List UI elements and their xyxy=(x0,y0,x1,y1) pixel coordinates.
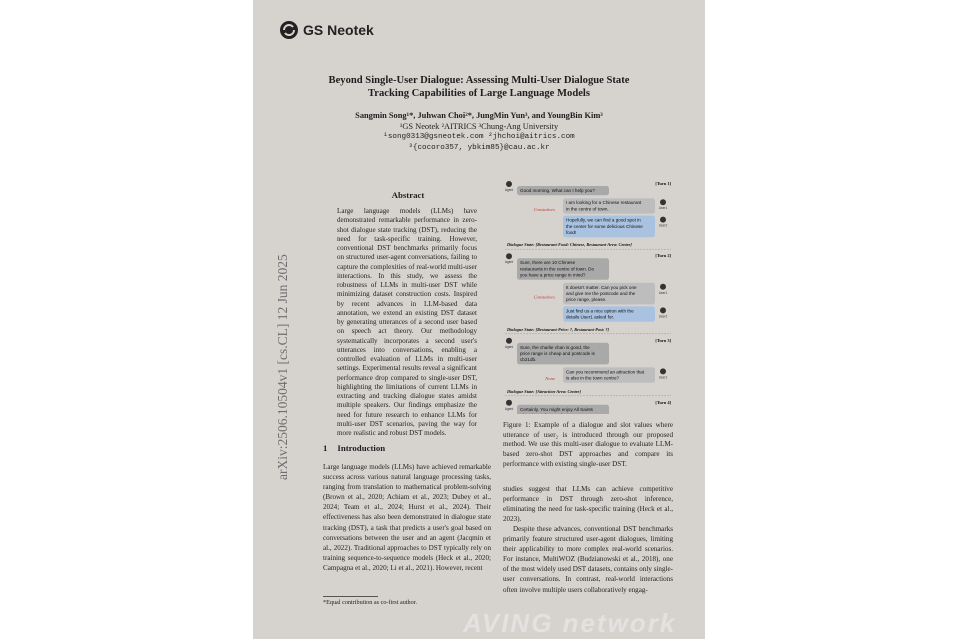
turn-3-agent-avatar-label: Agent xyxy=(504,344,514,349)
abstract-heading: Abstract xyxy=(391,190,425,200)
turn-1-user1-utterance-text: in the centre of town. xyxy=(566,206,609,212)
footnote: *Equal contribution as co-first author. xyxy=(323,599,417,606)
turn-1-user2-utterance-text: food! xyxy=(566,230,577,235)
turn-2-agent-utterance-text: restaurants in the centre of town. Do xyxy=(520,266,595,272)
paper-title xyxy=(293,74,665,100)
turn-1-user2-utterance-text: the center for some delicious Chinese xyxy=(566,223,643,229)
introduction-text: Large language models (LLMs) have achieved remarkable success across various natural language processing tasks, ranging from translation to mathematical problem-solving (Brown et al., 2020; Achiam et al., 2023; Dubey et al., 2024; Team et al., 2024; Hurst et al., 2024). Their effectiveness has also been demonstrated in dialogue state tracking (DST), a task that predicts a user's goal based on conversations between the user and an agent (Jacqmin et al., 2022). Traditional approaches to DST typically rely on training sequence-to-sequence models (Heck et al., 2020; Campagna et al., 2020; Li et al., 2021). However, recent xyxy=(323,463,491,572)
turn-4-agent-utterance-text: Certainly. You might enjoy All Saints xyxy=(520,406,593,412)
turn-2-user1-utterance-text: and give me the postcode and the xyxy=(566,291,636,296)
turn-3-user1-avatar-label: User1 xyxy=(658,375,668,380)
turn-2-user2-utterance-text: Just find us a nice option with the xyxy=(566,308,634,314)
turn-1-label: [Turn 1] xyxy=(655,181,671,186)
turn-1-agent-avatar-icon xyxy=(506,181,512,187)
turn-2-user1-avatar-label: User1 xyxy=(658,290,668,295)
turn-1-user2-avatar-label: User2 xyxy=(658,223,668,228)
email-line-1: ¹song0313@gsneotek.com ²jhchoi@aitrics.com xyxy=(383,133,575,141)
turn-2-label: [Turn 2] xyxy=(655,253,671,259)
section-title: Introduction xyxy=(337,443,386,453)
turn-3-user1-utterance-text: is also in the town centre? xyxy=(566,375,620,381)
logo-text: GS Neotek xyxy=(303,22,374,38)
turn-3-dialogue-state: Dialogue State: [Attraction-Area: Centre] xyxy=(507,388,581,394)
watermark: AVING network xyxy=(463,608,677,638)
abstract-text: Large language models (LLMs) have demonstrated remarkable performance in zero-shot dialogue state tracking (DST), reducing the need for task-specific training. However, conventional DST benchmarks primarily focus on structured user-agent conversations, failing to capture the complexities of real-world multi-user interactions. In this study, we assess the robustness of LLMs in multi-user DST while minimizing dataset construction costs. Inspired by recent advances in LLM-based data annotation, we extend an existing DST dataset by generating utterances of a second user based on speech act theory. Our methodology systematically incorporates a second user's utterances into conversations, enabling a controlled evaluation of LLMs in multi-user settings. Experimental results reveal a significant performance drop compared to single-user DST, highlighting the limitations of current LLMs in extracting and tracking dialogue states amidst multiple speakers. Our findings emphasize the need for future research to enhance LLMs for multi-user DST scenarios, paving the way for more realistic and robust DST models. xyxy=(337,207,477,437)
turn-2-agent-utterance-text: you have a price range in mind? xyxy=(520,272,586,278)
turn-1-user1-avatar-label: User1 xyxy=(658,206,668,211)
turn-1-user2-utterance-text: Hopefully, we can find a good spot in xyxy=(566,217,641,223)
turn-1-user2-avatar-icon xyxy=(660,217,666,223)
turn-2-user2-utterance-text: details User1 asked for. xyxy=(566,314,615,320)
turn-3-agent-avatar-icon xyxy=(506,338,512,344)
turn-2-user1-avatar-icon xyxy=(660,284,666,290)
turn-1-speech-act: Constatives xyxy=(533,206,555,212)
turn-2-dialogue-state: Dialogue State: [Restaurant-Price: ?, Restaurant-Post: ?] xyxy=(507,326,609,332)
turn-3-user1-utterance-text: Can you recommend an attraction that xyxy=(566,369,645,375)
turn-3-label: [Turn 3] xyxy=(655,337,671,343)
affiliations: ¹GS Neotek ²AITRICS ³Chung-Ang University xyxy=(399,122,559,131)
turn-2-user1-utterance-text: It doesn't matter. Can you pick one xyxy=(566,284,637,290)
turn-3-agent-utterance-text: price range is cheap and postcode is xyxy=(520,351,595,356)
section-number: 1 xyxy=(323,443,328,453)
email-line-2: ³{cocoro357, ybkim85}@cau.ac.kr xyxy=(408,144,550,152)
turn-2-user2-avatar-icon xyxy=(660,307,666,313)
turn-4-agent-avatar-label: Agent xyxy=(504,406,514,411)
gs-neotek-logo-icon xyxy=(279,20,299,40)
turn-1-user1-avatar-icon xyxy=(660,199,666,205)
turn-1-agent-utterance-text: Good morning. What can I help you? xyxy=(520,188,595,193)
turn-2-agent-avatar-icon xyxy=(506,253,512,259)
author-block xyxy=(293,110,665,154)
title-line-2: Tracking Capabilities of Large Language Models xyxy=(368,88,590,99)
turn-1-agent-avatar-label: Agent xyxy=(504,188,514,192)
figure-1-dialogue xyxy=(503,178,673,414)
turn-2-agent-avatar-label: Agent xyxy=(504,260,514,265)
turn-2-user1-utterance-text: price range, please. xyxy=(566,297,607,303)
turn-1-user1-utterance-text: I am looking for a Chinese restaurant xyxy=(566,200,642,206)
turn-4-agent-avatar-icon xyxy=(506,400,512,406)
arxiv-identifier: arXiv:2506.10504v1 [cs.CL] 12 Jun 2025 xyxy=(275,254,290,480)
section-heading-introduction xyxy=(323,443,395,453)
turn-4-agent-utterance-text xyxy=(520,413,573,414)
author-names: Sangmin Song¹*, Juhwan Choi²*, JungMin Yun³, and YoungBin Kim³ xyxy=(355,111,603,120)
turn-3-speech-act: None xyxy=(545,376,555,382)
turn-2-agent-utterance-text: Sure, there are 10 Chinese xyxy=(520,260,576,266)
turn-2-speech-act: Constatives xyxy=(533,294,555,300)
logo xyxy=(279,20,374,40)
turn-2-user2-avatar-label: User2 xyxy=(658,314,668,319)
footnote-divider xyxy=(323,596,378,597)
paper-page xyxy=(253,0,705,639)
turn-4-label: [Turn 4] xyxy=(655,399,671,405)
turn-3-agent-utterance-text: cb21db. xyxy=(520,357,537,363)
turn-1-dialogue-state: Dialogue State: [Restaurant-Food: Chinese, Restaurant-Area: Centre] xyxy=(507,242,632,248)
turn-3-user1-avatar-icon xyxy=(660,368,666,374)
right-column-text-2: Despite these advances, conventional DST benchmarks primarily feature structured user-agent dialogues, limiting their applicability to more complex real-world scenarios. For instance, MultiWOZ (Budzianowski et al., 2018), one of the most widely used DST datasets, contains only single-user conversations. In contrast, real-world interactions often involve multiple users collaboratively engag- xyxy=(503,525,673,594)
title-line-1: Beyond Single-User Dialogue: Assessing Multi-User Dialogue State xyxy=(328,75,630,86)
right-column-text-1: studies suggest that LLMs can achieve competitive performance in DST through zero-shot inference, eliminating the need for task-specific training (Heck et al., 2023). xyxy=(503,485,673,524)
turn-3-agent-utterance-text: Sure, the charlie chan is good, the xyxy=(520,344,590,350)
figure-caption: Figure 1: Example of a dialogue and slot values where utterance of user₂ is introduced through our proposed method. We use this multi-user dialogue to evaluate LLM-based zero-shot DST approaches and compare its performance with existing single-user DST. xyxy=(503,421,673,468)
